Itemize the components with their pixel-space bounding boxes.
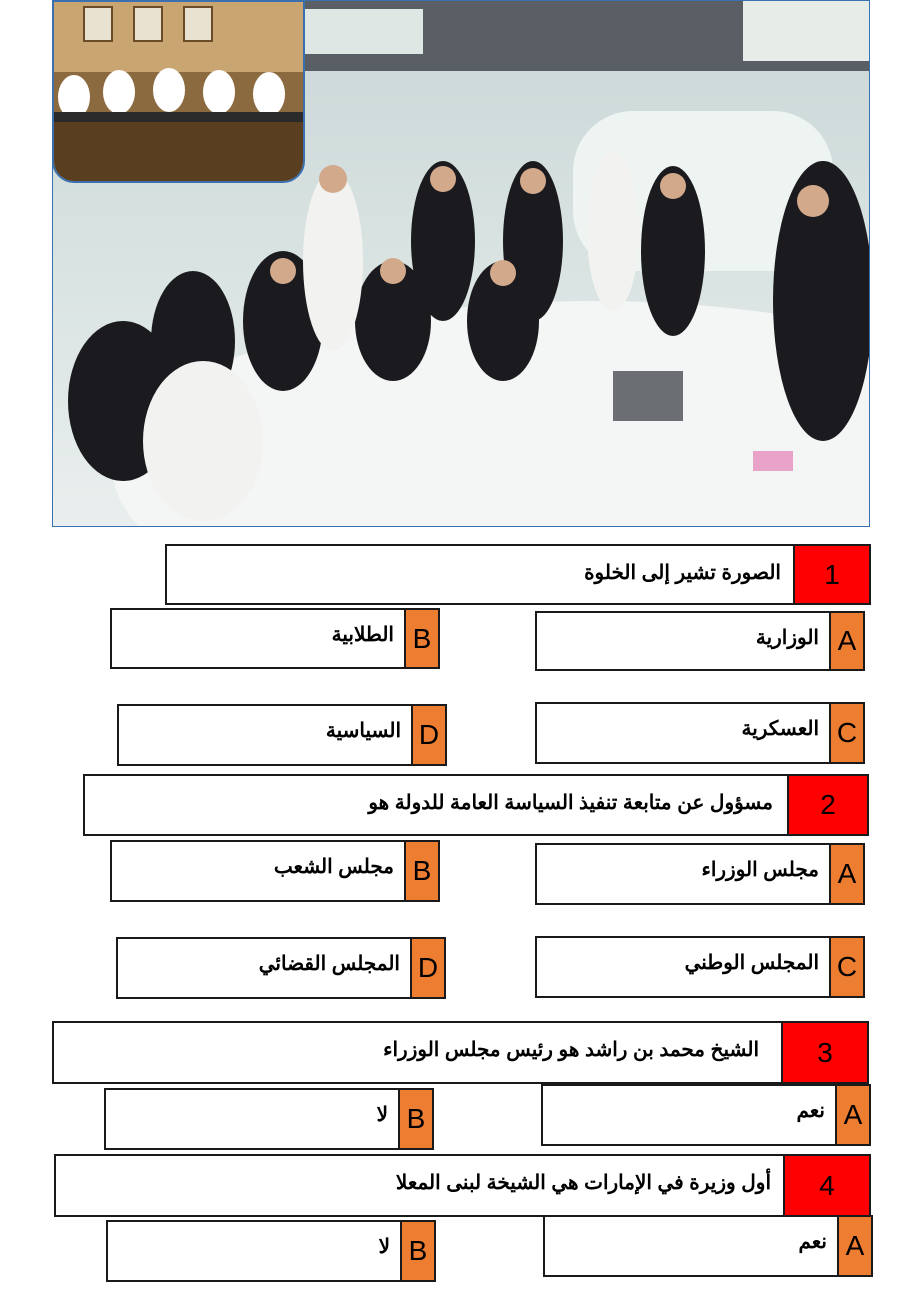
q3-option-a-letter: A	[835, 1086, 869, 1144]
q3-option-b-letter: B	[398, 1090, 432, 1148]
q2-option-b-letter: B	[404, 842, 438, 900]
inset-photo	[52, 0, 305, 183]
q3-option-a[interactable]	[541, 1084, 871, 1146]
question-4-box	[54, 1154, 871, 1217]
q1-option-d[interactable]	[117, 704, 447, 766]
q1-option-a-letter: A	[829, 613, 863, 669]
question-4-number: 4	[783, 1156, 869, 1215]
question-3-text: الشيخ محمد بن راشد هو رئيس مجلس الوزراء	[383, 1039, 759, 1061]
question-3-number: 3	[781, 1023, 867, 1082]
q4-option-a-text: نعم	[798, 1231, 827, 1253]
q4-option-a-letter: A	[837, 1217, 871, 1275]
question-4-text: أول وزيرة في الإمارات هي الشيخة لبنى المعلا	[395, 1172, 771, 1194]
q4-option-b[interactable]	[106, 1220, 436, 1282]
q4-option-b-letter: B	[400, 1222, 434, 1280]
question-1-text: الصورة تشير إلى الخلوة	[584, 562, 781, 584]
q2-option-b[interactable]	[110, 840, 440, 902]
question-1-box	[165, 544, 871, 605]
q4-option-a[interactable]	[543, 1215, 873, 1277]
q3-option-b-text: لا	[376, 1104, 388, 1126]
question-1-number: 1	[793, 546, 869, 603]
q2-option-a-letter: A	[829, 845, 863, 903]
q2-option-d-letter: D	[410, 939, 444, 997]
question-2-number: 2	[787, 776, 867, 834]
q2-option-c-letter: C	[829, 938, 863, 996]
q1-option-d-text: السياسية	[325, 720, 401, 742]
q3-option-b[interactable]	[104, 1088, 434, 1150]
q2-option-d[interactable]	[116, 937, 446, 999]
q1-option-b-text: الطلابية	[331, 624, 394, 646]
q1-option-a[interactable]	[535, 611, 865, 671]
q1-option-a-text: الوزارية	[755, 627, 819, 649]
q2-option-d-text: المجلس القضائي	[258, 953, 400, 975]
q3-option-a-text: نعم	[796, 1100, 825, 1122]
question-2-box	[83, 774, 869, 836]
q2-option-a-text: مجلس الوزراء	[701, 859, 819, 881]
question-2-text: مسؤول عن متابعة تنفيذ السياسة العامة للدولة هو	[368, 792, 773, 814]
q1-option-d-letter: D	[411, 706, 445, 764]
q1-option-b-letter: B	[404, 610, 438, 667]
q1-option-b[interactable]	[110, 608, 440, 669]
q2-option-b-text: مجلس الشعب	[273, 856, 394, 878]
q2-option-c-text: المجلس الوطني	[684, 952, 819, 974]
q2-option-a[interactable]	[535, 843, 865, 905]
q4-option-b-text: لا	[378, 1236, 390, 1258]
q1-option-c-letter: C	[829, 704, 863, 762]
q1-option-c[interactable]	[535, 702, 865, 764]
q1-option-c-text: العسكرية	[741, 718, 819, 740]
question-3-box	[52, 1021, 869, 1084]
q2-option-c[interactable]	[535, 936, 865, 998]
